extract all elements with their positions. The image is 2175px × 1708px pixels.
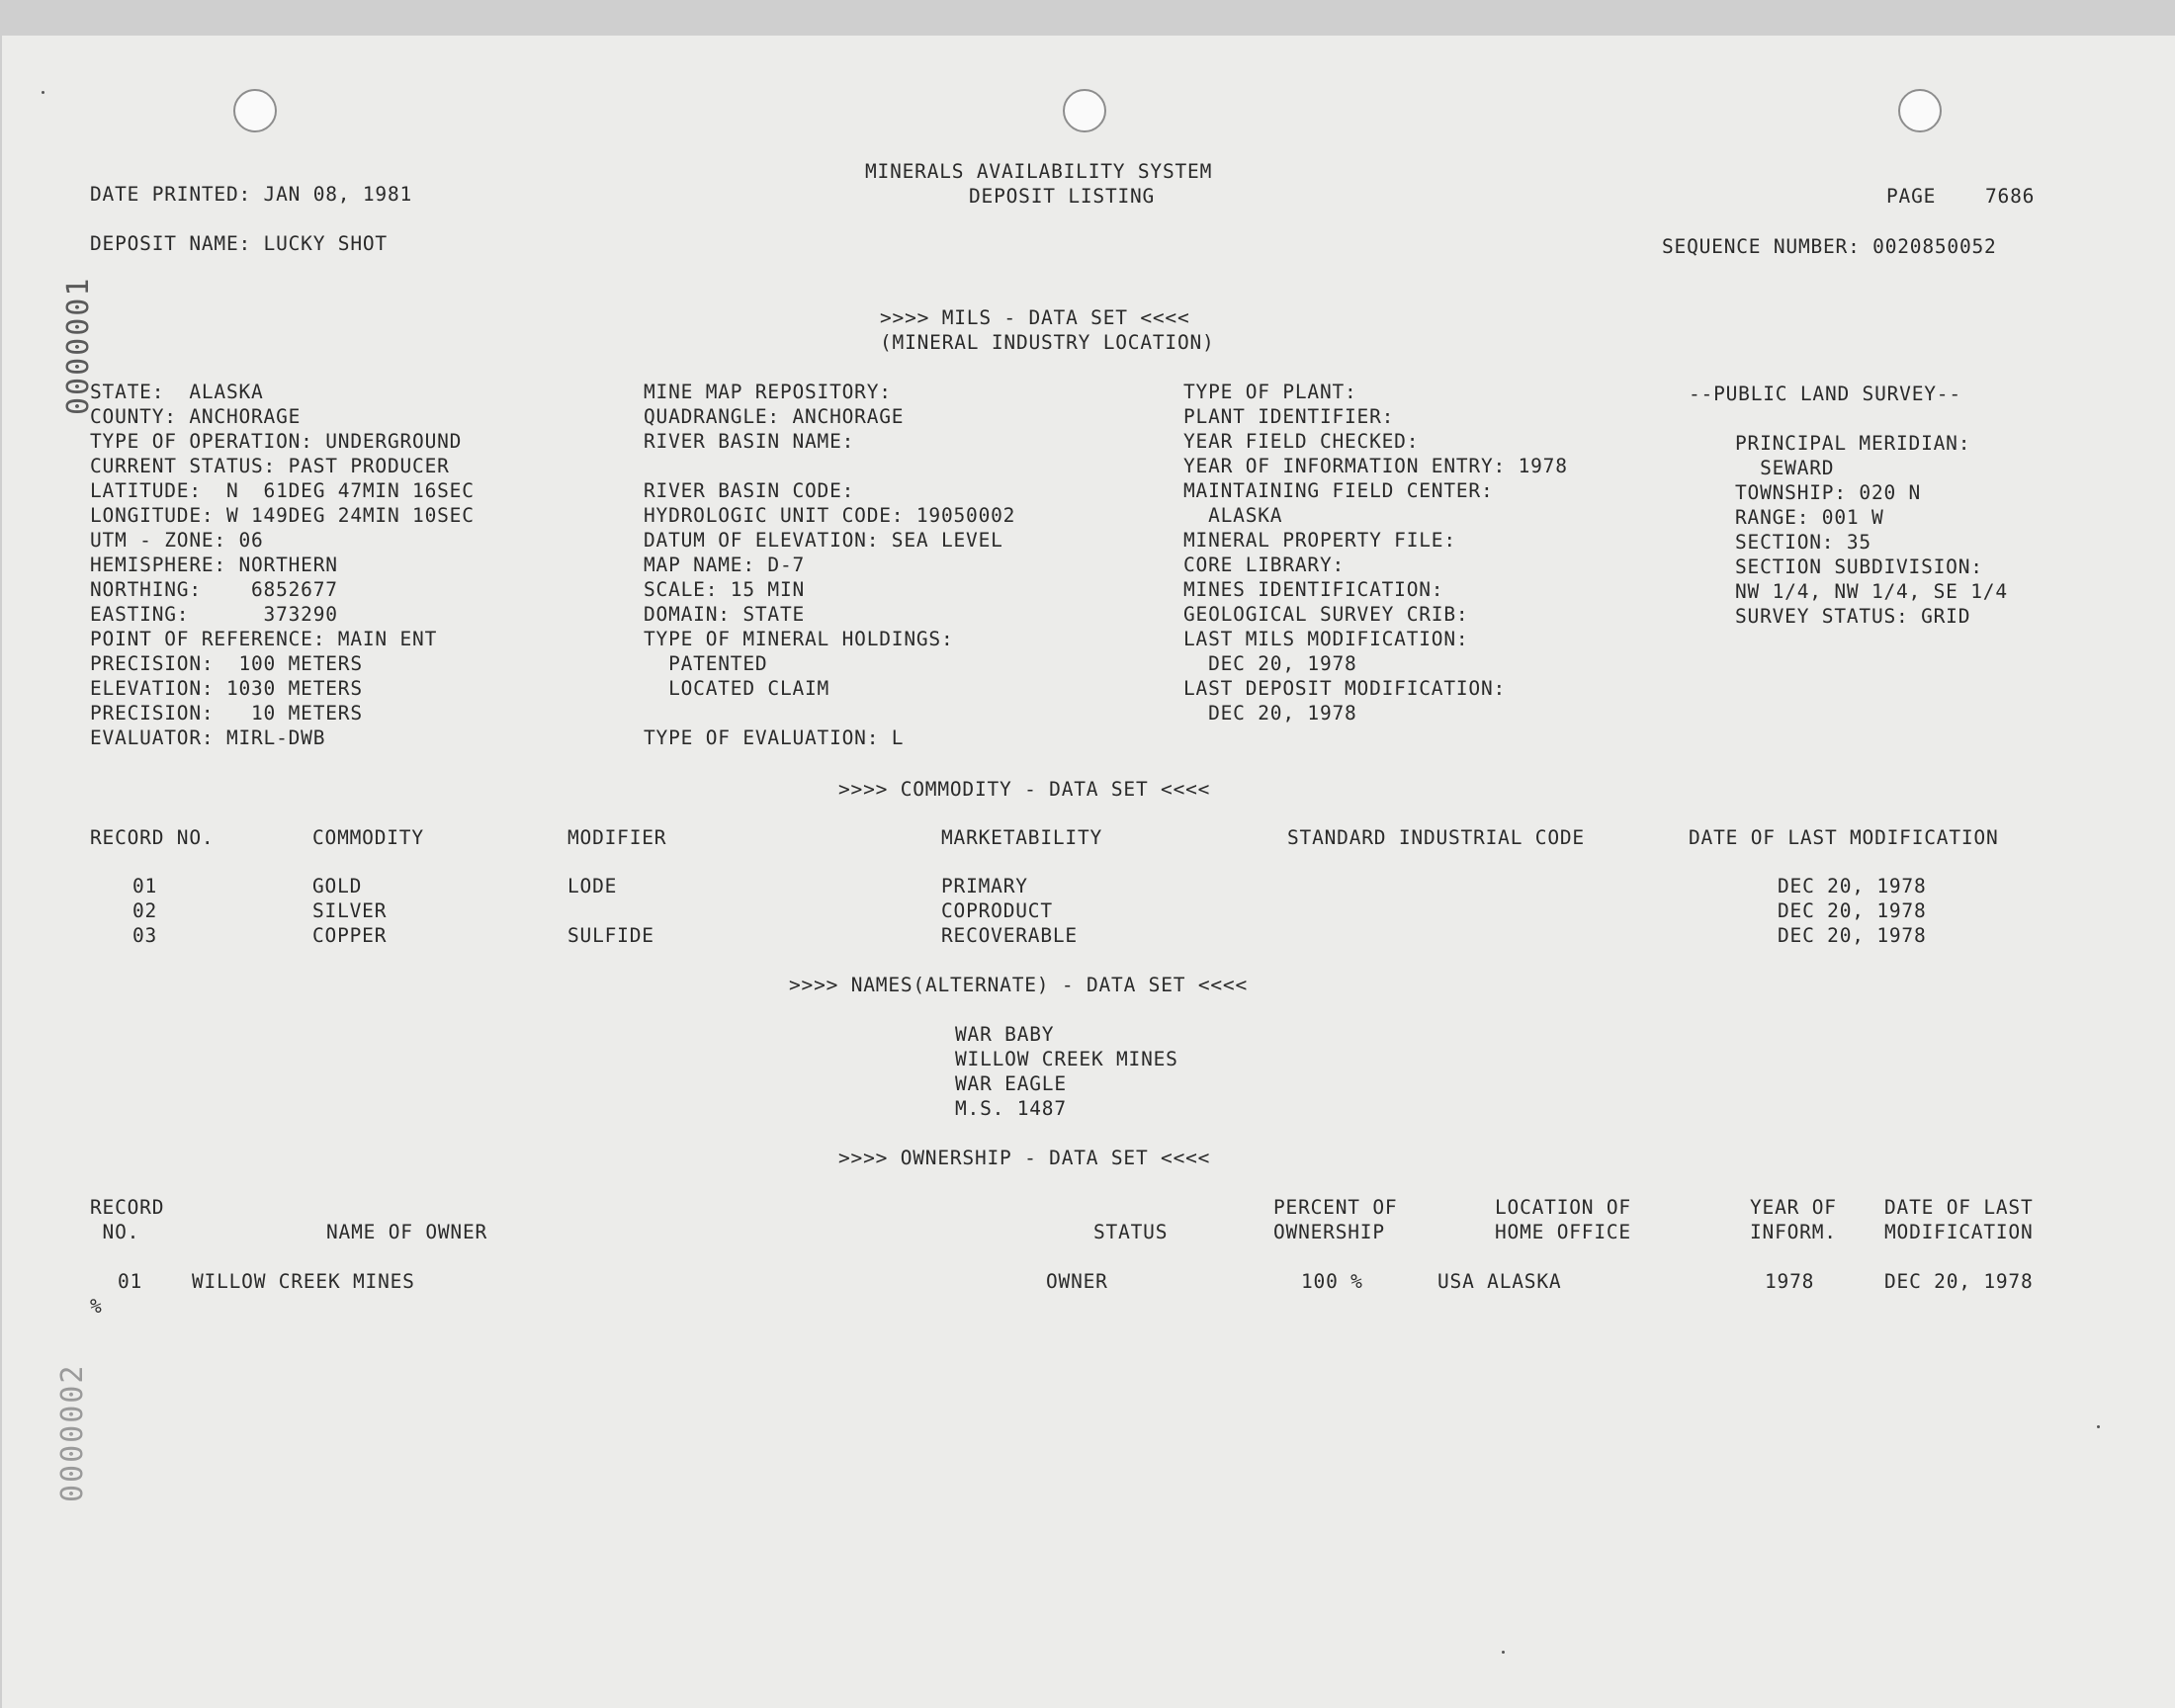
sequence-number: SEQUENCE NUMBER: 0020850052	[1662, 235, 1997, 258]
mils-title: >>>> MILS - DATA SET <<<<	[880, 306, 1190, 329]
deposit-name: DEPOSIT NAME: LUCKY SHOT	[90, 232, 388, 255]
speck	[42, 91, 44, 94]
mils-field: CORE LIBRARY:	[1183, 554, 1346, 576]
page-label: PAGE	[1886, 185, 1937, 208]
alternate-names-list	[955, 1022, 1178, 1121]
commodity-record: 03	[132, 924, 158, 947]
mils-field: MINERAL PROPERTY FILE:	[1183, 529, 1456, 552]
mils-field: YEAR OF INFORMATION ENTRY: 1978	[1183, 455, 1568, 477]
commodity-header-sic: STANDARD INDUSTRIAL CODE	[1287, 826, 1585, 849]
mils-field: LATITUDE: N 61DEG 47MIN 16SEC	[90, 479, 475, 502]
mils-field: POINT OF REFERENCE: MAIN ENT	[90, 628, 438, 650]
mils-field: ELEVATION: 1030 METERS	[90, 677, 363, 700]
ownership-year: 1978	[1765, 1270, 1815, 1293]
ownership-header-year: YEAR OF	[1750, 1196, 1837, 1219]
commodity-title: >>>> COMMODITY - DATA SET <<<<	[838, 778, 1211, 801]
ownership-header-status: STATUS	[1093, 1221, 1169, 1243]
mils-field: NORTHING: 6852677	[90, 578, 338, 601]
ownership-header-location: LOCATION OF	[1495, 1196, 1631, 1219]
mils-field: MAINTAINING FIELD CENTER:	[1183, 479, 1494, 502]
ownership-date: DEC 20, 1978	[1884, 1270, 2034, 1293]
commodity-name: SILVER	[312, 899, 388, 922]
ownership-owner: WILLOW CREEK MINES	[192, 1270, 415, 1293]
commodity-record: 02	[132, 899, 158, 922]
date-printed: DATE PRINTED: JAN 08, 1981	[90, 183, 413, 206]
mils-field: LAST MILS MODIFICATION:	[1183, 628, 1469, 650]
commodity-header-record: RECORD NO.	[90, 826, 215, 849]
mils-field: LONGITUDE: W 149DEG 24MIN 10SEC	[90, 504, 475, 527]
mils-field: RIVER BASIN CODE:	[644, 479, 855, 502]
commodity-record: 01	[132, 875, 158, 897]
ownership-header-location: HOME OFFICE	[1495, 1221, 1631, 1243]
alternate-name: WAR EAGLE	[955, 1072, 1067, 1095]
mils-field: DATUM OF ELEVATION: SEA LEVEL	[644, 529, 1003, 552]
ownership-percent: 100 %	[1301, 1270, 1363, 1293]
ownership-header-owner: NAME OF OWNER	[326, 1221, 488, 1243]
printout-sheet	[2, 36, 2175, 1708]
ownership-status: OWNER	[1046, 1270, 1108, 1293]
mils-field: TOWNSHIP: 020 N	[1735, 481, 1922, 504]
alternate-name: M.S. 1487	[955, 1097, 1067, 1120]
ownership-header-record: RECORD	[90, 1196, 165, 1219]
mils-field: TYPE OF PLANT:	[1183, 381, 1357, 403]
ownership-location: USA ALASKA	[1437, 1270, 1562, 1293]
punch-hole-left	[233, 89, 277, 132]
mils-field: NW 1/4, NW 1/4, SE 1/4	[1735, 580, 2008, 603]
mils-field: MAP NAME: D-7	[644, 554, 806, 576]
mils-field: MINES IDENTIFICATION:	[1183, 578, 1444, 601]
ownership-header-date: MODIFICATION	[1884, 1221, 2034, 1243]
mils-field: COUNTY: ANCHORAGE	[90, 405, 302, 428]
ownership-header-percent: OWNERSHIP	[1273, 1221, 1385, 1243]
commodity-header-commodity: COMMODITY	[312, 826, 424, 849]
mils-column-survey	[1735, 431, 2008, 629]
mils-field: TYPE OF MINERAL HOLDINGS:	[644, 628, 954, 650]
mils-subtitle: (MINERAL INDUSTRY LOCATION)	[880, 331, 1215, 354]
commodity-marketability: COPRODUCT	[941, 899, 1053, 922]
mils-field: EVALUATOR: MIRL-DWB	[90, 726, 326, 749]
mils-field: GEOLOGICAL SURVEY CRIB:	[1183, 603, 1469, 626]
commodity-marketability: PRIMARY	[941, 875, 1028, 897]
mils-field	[644, 454, 1015, 478]
punch-hole-center	[1063, 89, 1106, 132]
mils-field: STATE: ALASKA	[90, 381, 264, 403]
ownership-header-record: NO.	[90, 1221, 140, 1243]
mils-field: LOCATED CLAIM	[644, 677, 830, 700]
commodity-date: DEC 20, 1978	[1778, 924, 1927, 947]
system-title: MINERALS AVAILABILITY SYSTEM	[865, 160, 1213, 183]
speck	[1502, 1651, 1505, 1654]
mils-field: MINE MAP REPOSITORY:	[644, 381, 892, 403]
mils-field: SECTION: 35	[1735, 531, 1871, 554]
mils-field: PATENTED	[644, 652, 768, 675]
mils-field: SURVEY STATUS: GRID	[1735, 605, 1971, 628]
ownership-header-percent: PERCENT OF	[1273, 1196, 1398, 1219]
mils-field: UTM - ZONE: 06	[90, 529, 264, 552]
mils-field: DOMAIN: STATE	[644, 603, 806, 626]
listing-title: DEPOSIT LISTING	[969, 185, 1156, 208]
punch-hole-right	[1898, 89, 1942, 132]
mils-field: LAST DEPOSIT MODIFICATION:	[1183, 677, 1507, 700]
mils-field: SEWARD	[1735, 457, 1835, 479]
commodity-name: COPPER	[312, 924, 388, 947]
mils-field: HEMISPHERE: NORTHERN	[90, 554, 338, 576]
page-number: 7686	[1985, 185, 2036, 208]
mils-field: PRECISION: 10 METERS	[90, 702, 363, 725]
mils-field: SCALE: 15 MIN	[644, 578, 806, 601]
ownership-header-year: INFORM.	[1750, 1221, 1837, 1243]
names-title: >>>> NAMES(ALTERNATE) - DATA SET <<<<	[789, 974, 1248, 996]
end-mark: %	[90, 1295, 103, 1318]
alternate-name: WAR BABY	[955, 1023, 1055, 1046]
mils-field: YEAR FIELD CHECKED:	[1183, 430, 1420, 453]
commodity-name: GOLD	[312, 875, 363, 897]
commodity-date: DEC 20, 1978	[1778, 899, 1927, 922]
mils-field: ALASKA	[1183, 504, 1283, 527]
mils-column-map	[644, 380, 1015, 750]
mils-field: HYDROLOGIC UNIT CODE: 19050002	[644, 504, 1016, 527]
ownership-header-date: DATE OF LAST	[1884, 1196, 2034, 1219]
commodity-modifier: SULFIDE	[567, 924, 654, 947]
mils-field: CURRENT STATUS: PAST PRODUCER	[90, 455, 450, 477]
mils-field: SECTION SUBDIVISION:	[1735, 555, 1983, 578]
mils-field: RIVER BASIN NAME:	[644, 430, 855, 453]
alternate-name: WILLOW CREEK MINES	[955, 1048, 1178, 1070]
commodity-marketability: RECOVERABLE	[941, 924, 1078, 947]
mils-field: RANGE: 001 W	[1735, 506, 1884, 529]
mils-column-location	[90, 380, 475, 750]
mils-field: PRECISION: 100 METERS	[90, 652, 363, 675]
mils-field: DEC 20, 1978	[1183, 702, 1357, 725]
mils-column-plant	[1183, 380, 1568, 726]
mils-field: DEC 20, 1978	[1183, 652, 1357, 675]
public-land-survey-title: --PUBLIC LAND SURVEY--	[1689, 383, 1961, 405]
mils-field: TYPE OF OPERATION: UNDERGROUND	[90, 430, 463, 453]
commodity-date: DEC 20, 1978	[1778, 875, 1927, 897]
mils-field: TYPE OF EVALUATION: L	[644, 726, 905, 749]
ownership-title: >>>> OWNERSHIP - DATA SET <<<<	[838, 1147, 1211, 1169]
side-number-bottom: 0000002	[55, 1363, 90, 1502]
mils-field: QUADRANGLE: ANCHORAGE	[644, 405, 905, 428]
commodity-modifier: LODE	[567, 875, 618, 897]
mils-field: PLANT IDENTIFIER:	[1183, 405, 1395, 428]
speck	[2097, 1425, 2100, 1428]
mils-field: PRINCIPAL MERIDIAN:	[1735, 432, 1971, 455]
commodity-header-date: DATE OF LAST MODIFICATION	[1689, 826, 1999, 849]
commodity-header-modifier: MODIFIER	[567, 826, 667, 849]
mils-field: EASTING: 373290	[90, 603, 338, 626]
ownership-record: 01	[118, 1270, 143, 1293]
mils-field	[644, 701, 1015, 726]
side-number-top: 0000001	[61, 276, 96, 415]
commodity-header-marketability: MARKETABILITY	[941, 826, 1103, 849]
